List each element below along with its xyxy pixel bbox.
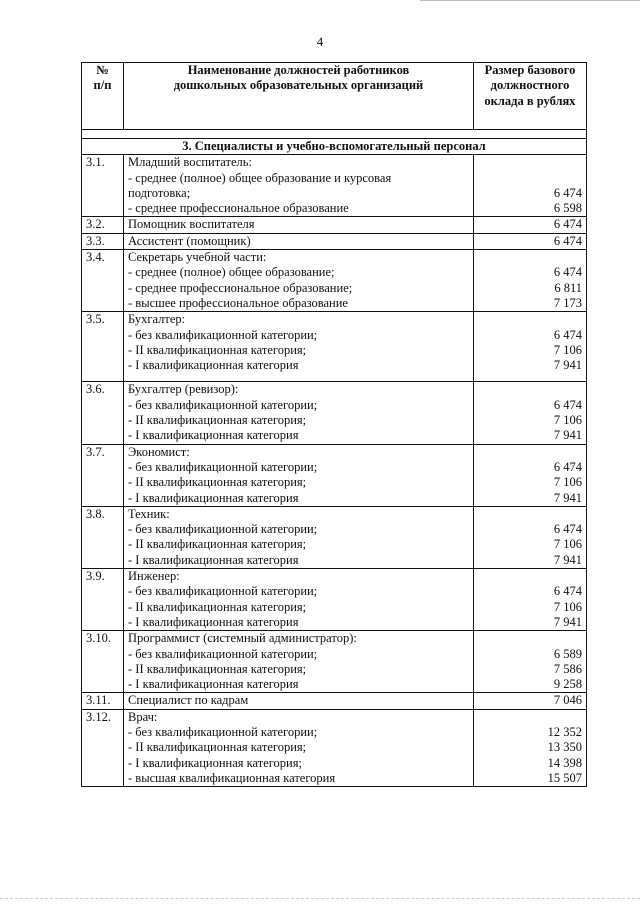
- position-line: Младший воспитатель:: [128, 155, 252, 170]
- table-row: [82, 709, 587, 786]
- position-line: - II квалификационная категория;: [128, 661, 307, 676]
- salary-value: 7 941: [553, 358, 582, 373]
- salary-value: [478, 155, 582, 170]
- position-line: Техник:: [128, 506, 170, 521]
- salary-value: [478, 507, 582, 522]
- table-row: [82, 155, 587, 217]
- salary-value: 7 941: [553, 490, 582, 505]
- row-number: 3.10.: [82, 631, 124, 693]
- row-gap: [128, 373, 469, 381]
- salary-value: 7 106: [553, 342, 582, 357]
- salary-value: 7 046: [553, 693, 582, 708]
- position-line: Специалист по кадрам: [128, 693, 249, 708]
- position-description: [124, 506, 474, 568]
- position-line: - без квалификационной категории;: [128, 327, 318, 342]
- salary-value: 13 350: [547, 740, 582, 755]
- salary-value: [478, 569, 582, 584]
- salary-value: 6 474: [553, 217, 582, 232]
- salary-value: 6 598: [553, 201, 582, 216]
- position-line: - высшее профессиональное образование: [128, 295, 348, 310]
- salary-value: 6 474: [553, 265, 582, 280]
- position-line: - среднее профессиональное образование: [128, 201, 349, 216]
- salary-values: [474, 233, 587, 249]
- position-line: Врач:: [128, 709, 158, 724]
- salary-value: 6 589: [553, 646, 582, 661]
- table-row: [82, 506, 587, 568]
- row-number: 3.2.: [82, 217, 124, 233]
- top-edge-line: [420, 0, 640, 1]
- salary-table: [81, 62, 587, 787]
- salary-value: 6 474: [553, 584, 582, 599]
- header-salary: [474, 63, 587, 130]
- table-row: [82, 631, 587, 693]
- position-line: - без квалификационной категории;: [128, 459, 318, 474]
- header-salary-text: Размер базового должностного оклада в рублях: [484, 63, 576, 108]
- position-description: [124, 217, 474, 233]
- table-body: [82, 130, 587, 787]
- position-line: - II квалификационная категория;: [128, 413, 307, 428]
- position-line: - без квалификационной категории;: [128, 397, 318, 412]
- header-position-text: Наименование должностей работников дошкольных образовательных организаций: [173, 63, 424, 93]
- salary-values: [474, 709, 587, 786]
- salary-value: [478, 250, 582, 265]
- row-number: 3.6.: [82, 382, 124, 444]
- row-number: 3.4.: [82, 250, 124, 312]
- section-row: [82, 139, 587, 155]
- position-line: Экономист:: [128, 444, 190, 459]
- header-number-text: № п/п: [93, 63, 112, 93]
- header-number: [82, 63, 124, 130]
- salary-value: [478, 171, 582, 186]
- salary-value: 7 941: [553, 614, 582, 629]
- salary-values: [474, 312, 587, 382]
- position-line: Бухгалтер (ревизор):: [128, 382, 239, 397]
- position-line: - II квалификационная категория;: [128, 475, 307, 490]
- salary-values: [474, 506, 587, 568]
- position-line: - II квалификационная категория;: [128, 599, 307, 614]
- position-description: [124, 250, 474, 312]
- table-row: [82, 693, 587, 709]
- row-number: 3.3.: [82, 233, 124, 249]
- position-description: [124, 444, 474, 506]
- salary-value: 9 258: [553, 677, 582, 692]
- salary-values: [474, 250, 587, 312]
- salary-values: [474, 569, 587, 631]
- salary-value: 7 106: [553, 599, 582, 614]
- position-description: [124, 569, 474, 631]
- section-title: 3. Специалисты и учебно-вспомогательный персонал: [82, 139, 587, 155]
- position-line: Бухгалтер:: [128, 312, 186, 327]
- position-line: - без квалификационной категории;: [128, 724, 318, 739]
- position-line: подготовка;: [128, 185, 191, 200]
- position-description: [124, 382, 474, 444]
- position-line: - I квалификационная категория: [128, 677, 299, 692]
- position-description: [124, 693, 474, 709]
- table-row: [82, 233, 587, 249]
- salary-value: 6 474: [553, 327, 582, 342]
- position-line: - I квалификационная категория: [128, 552, 299, 567]
- salary-value: 7 941: [553, 428, 582, 443]
- position-line: - II квалификационная категория;: [128, 342, 307, 357]
- salary-value: 6 811: [554, 280, 582, 295]
- position-line: - высшая квалификационная категория: [128, 770, 336, 785]
- position-line: - I квалификационная категория: [128, 614, 299, 629]
- salary-value: 7 941: [553, 552, 582, 567]
- position-line: - I квалификационная категория;: [128, 755, 302, 770]
- salary-values: [474, 631, 587, 693]
- position-line: - среднее (полное) общее образование и курсовая: [128, 170, 392, 185]
- salary-value: [478, 710, 582, 725]
- position-line: - II квалификационная категория;: [128, 537, 307, 552]
- position-line: Ассистент (помощник): [128, 233, 251, 248]
- salary-value: 7 173: [553, 295, 582, 310]
- position-description: [124, 631, 474, 693]
- salary-values: [474, 217, 587, 233]
- salary-value: [478, 312, 582, 327]
- salary-value: [478, 631, 582, 646]
- row-number: 3.5.: [82, 312, 124, 382]
- position-line: Инженер:: [128, 569, 180, 584]
- table-row: [82, 217, 587, 233]
- table-row: [82, 312, 587, 382]
- position-description: [124, 233, 474, 249]
- row-number: 3.7.: [82, 444, 124, 506]
- salary-value: 14 398: [547, 755, 582, 770]
- position-line: - II квалификационная категория;: [128, 740, 307, 755]
- position-line: - без квалификационной категории;: [128, 646, 318, 661]
- salary-values: [474, 444, 587, 506]
- position-line: - I квалификационная категория: [128, 358, 299, 373]
- position-line: - I квалификационная категория: [128, 490, 299, 505]
- salary-values: [474, 382, 587, 444]
- salary-value: 6 474: [553, 185, 582, 200]
- position-line: Помощник воспитателя: [128, 217, 255, 232]
- row-number: 3.8.: [82, 506, 124, 568]
- row-gap: [478, 373, 582, 381]
- salary-value: 7 106: [553, 475, 582, 490]
- salary-values: [474, 693, 587, 709]
- position-description: [124, 312, 474, 382]
- salary-value: 7 106: [553, 537, 582, 552]
- position-line: Программист (системный администратор):: [128, 631, 357, 646]
- position-line: - без квалификационной категории;: [128, 584, 318, 599]
- salary-values: [474, 155, 587, 217]
- spacer-row: [82, 130, 587, 139]
- row-number: 3.11.: [82, 693, 124, 709]
- bottom-edge-line: [0, 898, 640, 899]
- position-line: - без квалификационной категории;: [128, 522, 318, 537]
- position-description: [124, 155, 474, 217]
- position-line: - среднее профессиональное образование;: [128, 280, 353, 295]
- salary-value: 6 474: [553, 397, 582, 412]
- position-line: - среднее (полное) общее образование;: [128, 265, 335, 280]
- header-position: [124, 63, 474, 130]
- salary-value: 6 474: [553, 522, 582, 537]
- salary-value: [478, 382, 582, 397]
- table-row: [82, 444, 587, 506]
- row-number: 3.9.: [82, 569, 124, 631]
- row-number: 3.1.: [82, 155, 124, 217]
- salary-value: [478, 445, 582, 460]
- salary-value: 7 106: [553, 413, 582, 428]
- row-number: 3.12.: [82, 709, 124, 786]
- spacer-cell: [82, 130, 587, 139]
- salary-value: 7 586: [553, 661, 582, 676]
- position-line: Секретарь учебной части:: [128, 250, 267, 265]
- table-row: [82, 250, 587, 312]
- page-number: 4: [316, 34, 324, 49]
- table-row: [82, 569, 587, 631]
- table-row: [82, 382, 587, 444]
- salary-value: 15 507: [547, 770, 582, 785]
- position-line: - I квалификационная категория: [128, 428, 299, 443]
- salary-value: 6 474: [553, 233, 582, 248]
- table-header-row: [82, 63, 587, 130]
- salary-value: 12 352: [547, 724, 582, 739]
- position-description: [124, 709, 474, 786]
- salary-value: 6 474: [553, 459, 582, 474]
